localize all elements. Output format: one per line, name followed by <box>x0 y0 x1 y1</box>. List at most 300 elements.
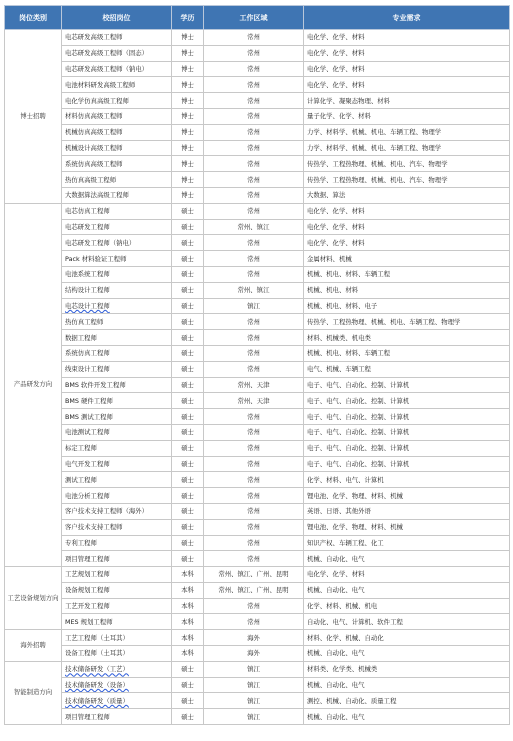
major-text: 电化学、化学、材料 <box>307 80 365 89</box>
location-text: 常州 <box>247 523 260 532</box>
major-text: 电化学、化学、材料 <box>307 238 365 247</box>
location-cell <box>204 108 304 124</box>
table-row <box>5 519 510 535</box>
position-text: 电池系统工程师 <box>65 270 110 279</box>
location-cell <box>204 535 304 551</box>
major-text: 传热学、工程热物理、机械、机电、车辆工程、物理学 <box>307 317 461 326</box>
degree-text: 硕士 <box>181 444 194 453</box>
position-text: MES 规划工程师 <box>65 617 113 626</box>
location-text: 常州、天津 <box>237 380 270 389</box>
degree-text: 硕士 <box>181 412 194 421</box>
degree-text: 博士 <box>181 96 194 105</box>
degree-cell <box>172 598 204 614</box>
category-cell: 海外招聘 <box>5 630 62 662</box>
location-cell <box>204 251 304 267</box>
position-cell <box>62 488 172 504</box>
position-cell <box>62 108 172 124</box>
position-text: 项目管理工程师 <box>65 712 110 721</box>
degree-text: 硕士 <box>181 681 194 690</box>
position-cell <box>62 677 172 693</box>
table-row <box>5 219 510 235</box>
degree-text: 硕士 <box>181 317 194 326</box>
position-text: 电芯研发高级工程师（钠电） <box>65 64 149 73</box>
degree-cell <box>172 219 204 235</box>
location-text: 常州 <box>247 459 260 468</box>
major-cell <box>304 503 510 519</box>
position-cell <box>62 45 172 61</box>
degree-cell <box>172 45 204 61</box>
position-text: 材料仿真高级工程师 <box>65 112 123 121</box>
degree-cell <box>172 266 204 282</box>
position-cell <box>62 567 172 583</box>
position-cell <box>62 266 172 282</box>
position-cell <box>62 140 172 156</box>
table-row <box>5 298 510 314</box>
location-text: 常州 <box>247 191 260 200</box>
major-text: 传热学、工程热物理、机械、机电、汽车、物理学 <box>307 175 448 184</box>
degree-text: 硕士 <box>181 523 194 532</box>
major-text: 电子、电气、自动化、控制、计算机 <box>307 459 410 468</box>
major-text: 机械、机电、材料、车辆工程 <box>307 349 391 358</box>
major-cell <box>304 424 510 440</box>
degree-cell <box>172 456 204 472</box>
major-text: 锂电池、化学、物理、材料、机械 <box>307 491 403 500</box>
location-cell <box>204 282 304 298</box>
degree-cell <box>172 488 204 504</box>
major-cell <box>304 108 510 124</box>
location-cell <box>204 630 304 646</box>
degree-text: 硕士 <box>181 696 194 705</box>
table-row <box>5 124 510 140</box>
degree-text: 博士 <box>181 64 194 73</box>
major-cell <box>304 598 510 614</box>
major-text: 电化学、化学、材料 <box>307 64 365 73</box>
major-cell <box>304 330 510 346</box>
table-row <box>5 393 510 409</box>
position-text: 电芯设计工程师 <box>65 301 110 310</box>
major-cell <box>304 282 510 298</box>
position-cell <box>62 646 172 662</box>
degree-cell <box>172 108 204 124</box>
degree-text: 硕士 <box>181 491 194 500</box>
major-text: 英语、日语、其他外语 <box>307 507 371 516</box>
degree-text: 博士 <box>181 128 194 137</box>
position-cell <box>62 598 172 614</box>
table-row <box>5 30 510 46</box>
location-text: 常州 <box>247 317 260 326</box>
position-text: 工艺开发工程师 <box>65 602 110 611</box>
degree-cell <box>172 361 204 377</box>
position-text: 电芯研发高级工程师（固态） <box>65 49 149 58</box>
table-row <box>5 567 510 583</box>
major-cell <box>304 472 510 488</box>
degree-text: 硕士 <box>181 428 194 437</box>
table-row <box>5 314 510 330</box>
location-text: 常州 <box>247 365 260 374</box>
position-cell <box>62 440 172 456</box>
degree-text: 硕士 <box>181 254 194 263</box>
table-row <box>5 614 510 630</box>
table-row <box>5 330 510 346</box>
location-text: 常州 <box>247 602 260 611</box>
position-text: 工艺规划工程师 <box>65 570 110 579</box>
major-text: 电化学、化学、材料 <box>307 49 365 58</box>
recruitment-table-container <box>4 5 509 725</box>
degree-cell <box>172 709 204 725</box>
major-cell <box>304 345 510 361</box>
degree-text: 硕士 <box>181 396 194 405</box>
major-cell <box>304 440 510 456</box>
location-text: 常州 <box>247 112 260 121</box>
location-cell <box>204 567 304 583</box>
position-cell <box>62 93 172 109</box>
degree-cell <box>172 551 204 567</box>
degree-text: 硕士 <box>181 475 194 484</box>
degree-text: 硕士 <box>181 270 194 279</box>
major-text: 电化学、化学、材料 <box>307 570 365 579</box>
position-text: 客户技术支持工程师 <box>65 523 123 532</box>
major-cell <box>304 187 510 203</box>
degree-text: 硕士 <box>181 349 194 358</box>
location-text: 常州 <box>247 238 260 247</box>
major-text: 电子、电气、自动化、控制、计算机 <box>307 444 410 453</box>
degree-text: 本科 <box>181 633 194 642</box>
degree-text: 博士 <box>181 191 194 200</box>
major-cell <box>304 140 510 156</box>
position-cell <box>62 61 172 77</box>
major-text: 大数据、算法 <box>307 191 346 200</box>
major-text: 传热学、工程热物理、机械、机电、汽车、物理学 <box>307 159 448 168</box>
location-text: 海外 <box>247 633 260 642</box>
table-header-row <box>5 6 510 30</box>
location-text: 常州、镇江 <box>237 286 270 295</box>
degree-cell <box>172 140 204 156</box>
location-text: 常州 <box>247 507 260 516</box>
position-cell <box>62 709 172 725</box>
major-text: 机械、自动化、电气 <box>307 681 365 690</box>
table-row <box>5 424 510 440</box>
location-text: 常州、镇江 <box>237 222 270 231</box>
degree-cell <box>172 172 204 188</box>
major-cell <box>304 124 510 140</box>
location-text: 常州、镇江、广州、昆明 <box>218 586 289 595</box>
location-cell <box>204 424 304 440</box>
location-text: 常州 <box>247 175 260 184</box>
degree-text: 硕士 <box>181 207 194 216</box>
degree-cell <box>172 203 204 219</box>
major-text: 材料类、化学类、机械类 <box>307 665 378 674</box>
position-text: 系统仿真工程师 <box>65 349 110 358</box>
table-row <box>5 472 510 488</box>
major-cell <box>304 519 510 535</box>
recruitment-table <box>4 5 510 725</box>
degree-cell <box>172 330 204 346</box>
table-row <box>5 361 510 377</box>
degree-cell <box>172 424 204 440</box>
major-cell <box>304 377 510 393</box>
location-cell <box>204 551 304 567</box>
degree-cell <box>172 77 204 93</box>
major-text: 电化学、化学、材料 <box>307 207 365 216</box>
degree-cell <box>172 314 204 330</box>
table-row <box>5 345 510 361</box>
major-cell <box>304 314 510 330</box>
location-text: 常州 <box>247 270 260 279</box>
major-cell <box>304 535 510 551</box>
location-cell <box>204 266 304 282</box>
location-cell <box>204 582 304 598</box>
degree-text: 硕士 <box>181 301 194 310</box>
position-cell <box>62 172 172 188</box>
position-text: 专利工程师 <box>65 538 97 547</box>
major-cell <box>304 677 510 693</box>
major-text: 知识产权、车辆工程、化工 <box>307 538 384 547</box>
degree-cell <box>172 93 204 109</box>
major-text: 材料、机械类、机电类 <box>307 333 371 342</box>
degree-cell <box>172 124 204 140</box>
location-cell <box>204 488 304 504</box>
location-text: 常州 <box>247 143 260 152</box>
table-row <box>5 235 510 251</box>
major-text: 机械、自动化、电气 <box>307 586 365 595</box>
location-text: 镇江 <box>247 712 260 721</box>
major-cell <box>304 709 510 725</box>
degree-cell <box>172 251 204 267</box>
category-cell: 工艺设备规划方向 <box>5 567 62 630</box>
position-text: 电芯仿真工程师 <box>65 207 110 216</box>
location-cell <box>204 156 304 172</box>
position-cell <box>62 235 172 251</box>
degree-text: 硕士 <box>181 222 194 231</box>
degree-text: 本科 <box>181 649 194 658</box>
major-cell <box>304 551 510 567</box>
location-cell <box>204 661 304 677</box>
position-text: 热仿真高级工程师 <box>65 175 117 184</box>
degree-text: 博士 <box>181 49 194 58</box>
header-major: 专业需求 <box>304 6 510 30</box>
location-cell <box>204 124 304 140</box>
major-cell <box>304 77 510 93</box>
degree-text: 硕士 <box>181 380 194 389</box>
degree-text: 博士 <box>181 143 194 152</box>
degree-cell <box>172 156 204 172</box>
header-degree: 学历 <box>172 6 204 30</box>
major-cell <box>304 251 510 267</box>
position-cell <box>62 630 172 646</box>
degree-text: 博士 <box>181 175 194 184</box>
position-cell <box>62 187 172 203</box>
table-row <box>5 630 510 646</box>
header-position: 校招岗位 <box>62 6 172 30</box>
position-text: 机械设计高级工程师 <box>65 143 123 152</box>
location-cell <box>204 440 304 456</box>
table-row <box>5 693 510 709</box>
location-text: 常州 <box>247 159 260 168</box>
location-cell <box>204 219 304 235</box>
position-cell <box>62 693 172 709</box>
degree-text: 硕士 <box>181 712 194 721</box>
location-cell <box>204 377 304 393</box>
location-text: 常州 <box>247 207 260 216</box>
location-text: 常州 <box>247 96 260 105</box>
degree-cell <box>172 345 204 361</box>
table-row <box>5 93 510 109</box>
position-text: 技术储备研发（质量） <box>65 696 129 705</box>
degree-cell <box>172 693 204 709</box>
location-cell <box>204 709 304 725</box>
table-row <box>5 251 510 267</box>
position-text: 项目管理工程师 <box>65 554 110 563</box>
degree-cell <box>172 472 204 488</box>
location-text: 常州 <box>247 128 260 137</box>
degree-text: 硕士 <box>181 238 194 247</box>
location-text: 常州 <box>247 333 260 342</box>
category-cell: 博士招聘 <box>5 30 62 204</box>
location-cell <box>204 345 304 361</box>
degree-cell <box>172 661 204 677</box>
location-text: 常州 <box>247 475 260 484</box>
position-cell <box>62 456 172 472</box>
degree-text: 博士 <box>181 80 194 89</box>
location-cell <box>204 693 304 709</box>
position-text: 电池材料研发高级工程师 <box>65 80 136 89</box>
table-row <box>5 172 510 188</box>
degree-cell <box>172 235 204 251</box>
location-cell <box>204 203 304 219</box>
location-text: 常州 <box>247 428 260 437</box>
major-text: 量子化学、化学、材料 <box>307 112 371 121</box>
location-cell <box>204 361 304 377</box>
location-cell <box>204 172 304 188</box>
location-text: 常州 <box>247 349 260 358</box>
location-text: 常州 <box>247 64 260 73</box>
major-text: 计算化学、凝聚态物理、材料 <box>307 96 391 105</box>
position-text: Pack 材料验证工程师 <box>65 254 127 263</box>
position-text: 电池分析工程师 <box>65 491 110 500</box>
position-text: 大数据算法高级工程师 <box>65 191 129 200</box>
table-row <box>5 61 510 77</box>
location-text: 镇江 <box>247 665 260 674</box>
major-text: 电气、机械、车辆工程 <box>307 365 371 374</box>
major-text: 电子、电气、自动化、控制、计算机 <box>307 428 410 437</box>
position-cell <box>62 330 172 346</box>
degree-text: 本科 <box>181 586 194 595</box>
table-row <box>5 677 510 693</box>
major-cell <box>304 219 510 235</box>
position-text: 技术储备研发（设备） <box>65 681 129 690</box>
major-text: 机械、机电、材料、电子 <box>307 301 378 310</box>
location-cell <box>204 45 304 61</box>
major-text: 自动化、电气、计算机、软件工程 <box>307 617 403 626</box>
degree-text: 本科 <box>181 617 194 626</box>
table-row <box>5 140 510 156</box>
major-cell <box>304 488 510 504</box>
location-cell <box>204 30 304 46</box>
location-text: 常州 <box>247 491 260 500</box>
position-cell <box>62 409 172 425</box>
position-cell <box>62 124 172 140</box>
position-cell <box>62 424 172 440</box>
major-text: 金属材料、机械 <box>307 254 352 263</box>
degree-cell <box>172 440 204 456</box>
degree-text: 硕士 <box>181 365 194 374</box>
location-cell <box>204 187 304 203</box>
position-cell <box>62 156 172 172</box>
position-cell <box>62 472 172 488</box>
major-text: 机械、自动化、电气 <box>307 554 365 563</box>
degree-cell <box>172 282 204 298</box>
degree-cell <box>172 519 204 535</box>
position-text: 电化学仿真高级工程师 <box>65 96 129 105</box>
position-text: 测试工程师 <box>65 475 97 484</box>
major-cell <box>304 661 510 677</box>
major-cell <box>304 393 510 409</box>
position-text: BMS 测试工程师 <box>65 412 113 421</box>
table-row <box>5 709 510 725</box>
major-text: 化学、材料、机械、机电 <box>307 602 378 611</box>
table-row <box>5 409 510 425</box>
location-text: 常州 <box>247 49 260 58</box>
position-text: 客户技术支持工程师（海外） <box>65 507 149 516</box>
major-text: 电化学、化学、材料 <box>307 222 365 231</box>
position-text: 标定工程师 <box>65 444 97 453</box>
degree-text: 硕士 <box>181 507 194 516</box>
degree-text: 硕士 <box>181 286 194 295</box>
location-text: 常州 <box>247 617 260 626</box>
degree-text: 本科 <box>181 602 194 611</box>
major-text: 机械、自动化、电气 <box>307 712 365 721</box>
degree-cell <box>172 393 204 409</box>
major-cell <box>304 693 510 709</box>
position-text: 电芯研发高级工程师 <box>65 33 123 42</box>
major-cell <box>304 235 510 251</box>
major-cell <box>304 361 510 377</box>
location-cell <box>204 646 304 662</box>
table-row <box>5 266 510 282</box>
location-text: 镇江 <box>247 301 260 310</box>
degree-text: 博士 <box>181 33 194 42</box>
location-text: 常州 <box>247 554 260 563</box>
major-cell <box>304 409 510 425</box>
location-cell <box>204 677 304 693</box>
table-row <box>5 377 510 393</box>
table-row <box>5 45 510 61</box>
location-cell <box>204 61 304 77</box>
degree-cell <box>172 567 204 583</box>
major-cell <box>304 614 510 630</box>
location-cell <box>204 93 304 109</box>
location-text: 常州 <box>247 33 260 42</box>
location-text: 镇江 <box>247 681 260 690</box>
major-cell <box>304 203 510 219</box>
table-row <box>5 282 510 298</box>
location-cell <box>204 140 304 156</box>
major-cell <box>304 456 510 472</box>
major-cell <box>304 156 510 172</box>
major-text: 力学、材料学、机械、机电、车辆工程、物理学 <box>307 143 442 152</box>
table-row <box>5 187 510 203</box>
major-text: 电化学、化学、材料 <box>307 33 365 42</box>
position-cell <box>62 535 172 551</box>
major-cell <box>304 646 510 662</box>
table-row <box>5 661 510 677</box>
major-cell <box>304 567 510 583</box>
location-text: 海外 <box>247 649 260 658</box>
position-text: BMS 软件开发工程师 <box>65 380 126 389</box>
table-row <box>5 503 510 519</box>
position-cell <box>62 298 172 314</box>
degree-cell <box>172 582 204 598</box>
